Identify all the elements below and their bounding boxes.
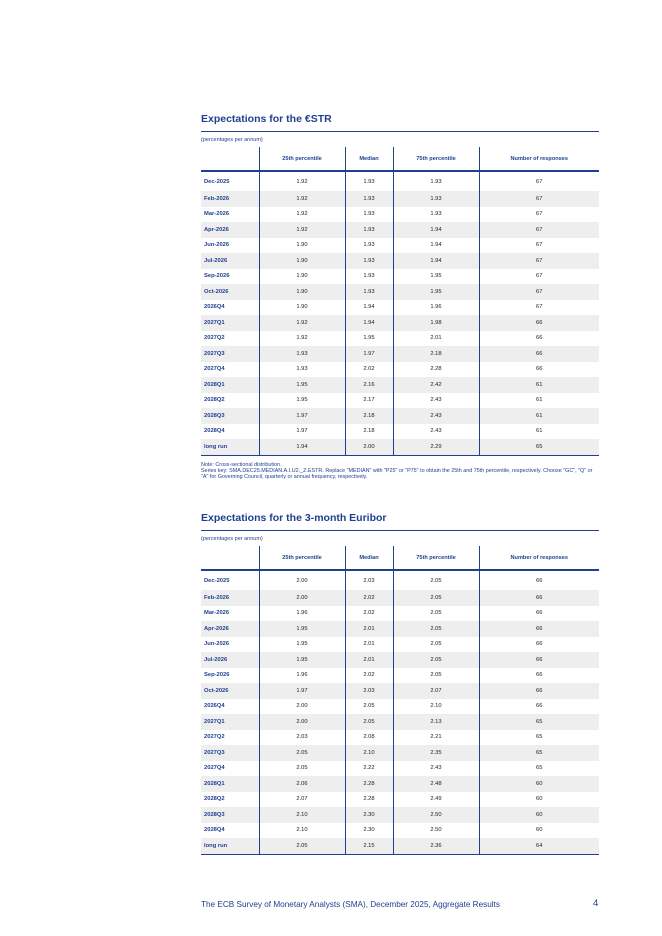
table-row <box>201 393 599 409</box>
row-label: 2028Q1 <box>201 776 259 792</box>
p25-cell: 1.97 <box>259 683 345 699</box>
median-cell: 2.28 <box>345 776 393 792</box>
estr-units: (percentages per annum) <box>201 137 263 143</box>
p75-header: 75th percentile <box>393 546 479 570</box>
responses-cell: 66 <box>479 590 599 606</box>
table-row <box>201 652 599 668</box>
table-row <box>201 668 599 684</box>
row-label: Feb-2026 <box>201 191 259 207</box>
responses-cell: 66 <box>479 606 599 622</box>
p25-cell: 1.92 <box>259 315 345 331</box>
table-row <box>201 714 599 730</box>
p25-cell: 2.10 <box>259 807 345 823</box>
median-cell: 2.18 <box>345 424 393 440</box>
row-label: Jul-2026 <box>201 652 259 668</box>
responses-header: Number of responses <box>479 147 599 171</box>
responses-cell: 67 <box>479 191 599 207</box>
p75-cell: 2.05 <box>393 606 479 622</box>
p75-cell: 2.05 <box>393 637 479 653</box>
table-row <box>201 424 599 440</box>
row-label: 2027Q1 <box>201 714 259 730</box>
p75-cell: 2.42 <box>393 377 479 393</box>
estr-note <box>201 462 599 481</box>
p25-cell: 1.92 <box>259 222 345 238</box>
p75-cell: 2.43 <box>393 393 479 409</box>
row-label: 2027Q2 <box>204 734 225 741</box>
row-label: Apr-2026 <box>201 621 259 637</box>
table-row <box>201 362 599 378</box>
table-row <box>201 207 599 223</box>
responses-cell: 67 <box>479 222 599 238</box>
table-row <box>201 730 599 746</box>
euribor-table <box>201 546 599 855</box>
p75-cell: 2.05 <box>393 590 479 606</box>
p75-cell: 2.01 <box>393 331 479 347</box>
median-cell: 2.10 <box>345 745 393 761</box>
row-label: 2027Q3 <box>201 745 259 761</box>
row-label: 2027Q1 <box>201 315 259 331</box>
table-row <box>201 346 599 362</box>
responses-cell: 65 <box>479 761 599 777</box>
responses-cell: 65 <box>479 730 599 746</box>
footer-text: The ECB Survey of Monetary Analysts (SMA), December 2025, Aggregate Results <box>201 900 500 909</box>
responses-cell: 60 <box>479 792 599 808</box>
row-label: 2028Q4 <box>204 428 225 435</box>
table-row <box>201 807 599 823</box>
table-row <box>201 439 599 455</box>
row-label: Oct-2026 <box>201 284 259 300</box>
p75-cell: 1.98 <box>393 315 479 331</box>
median-cell: 2.17 <box>345 393 393 409</box>
responses-cell: 66 <box>479 637 599 653</box>
row-label: long run <box>201 439 259 455</box>
p25-cell: 1.92 <box>259 191 345 207</box>
table-row <box>201 269 599 285</box>
euribor-table-body <box>201 570 599 854</box>
p25-cell: 2.00 <box>259 699 345 715</box>
p25-cell: 1.97 <box>259 424 345 440</box>
p75-cell: 2.07 <box>393 683 479 699</box>
table-row <box>201 745 599 761</box>
p75-cell: 2.35 <box>393 745 479 761</box>
p25-cell: 1.94 <box>259 439 345 455</box>
median-cell: 2.01 <box>345 637 393 653</box>
p25-cell: 2.07 <box>259 792 345 808</box>
table-row <box>201 331 599 347</box>
row-label: Apr-2026 <box>201 222 259 238</box>
median-cell: 2.02 <box>345 668 393 684</box>
p25-cell: 2.03 <box>259 730 345 746</box>
row-label: 2028Q1 <box>201 377 259 393</box>
table-row <box>201 570 599 590</box>
table-row <box>201 238 599 254</box>
p25-cell: 2.05 <box>259 745 345 761</box>
table-row <box>201 838 599 854</box>
p25-cell: 2.06 <box>259 776 345 792</box>
responses-cell: 66 <box>479 315 599 331</box>
row-label: 2027Q4 <box>204 366 225 373</box>
p75-cell: 1.95 <box>393 284 479 300</box>
row-label: 2028Q4 <box>204 827 225 834</box>
p25-cell: 2.10 <box>259 823 345 839</box>
median-cell: 2.03 <box>345 683 393 699</box>
table-row <box>201 621 599 637</box>
p25-cell: 1.95 <box>259 393 345 409</box>
p25-cell: 1.92 <box>259 171 345 191</box>
responses-cell: 64 <box>479 838 599 854</box>
p25-cell: 1.90 <box>259 284 345 300</box>
euribor-section <box>201 512 599 855</box>
row-label: Dec-2025 <box>204 178 230 185</box>
p75-cell: 2.05 <box>393 668 479 684</box>
p25-cell: 1.97 <box>259 408 345 424</box>
table-row <box>201 284 599 300</box>
p25-cell: 1.93 <box>259 362 345 378</box>
responses-cell: 66 <box>479 683 599 699</box>
median-cell: 1.97 <box>345 346 393 362</box>
responses-cell: 66 <box>479 621 599 637</box>
p75-cell: 2.28 <box>393 362 479 378</box>
p25-cell: 1.95 <box>259 637 345 653</box>
row-label: Oct-2026 <box>201 683 259 699</box>
row-label: 2027Q3 <box>201 346 259 362</box>
median-cell: 1.94 <box>345 300 393 316</box>
row-label: 2028Q2 <box>204 397 225 404</box>
row-label: 2026Q4 <box>204 703 225 710</box>
median-cell: 2.02 <box>345 606 393 622</box>
p75-cell: 1.93 <box>393 191 479 207</box>
p75-cell: 1.93 <box>393 207 479 223</box>
responses-cell: 60 <box>479 776 599 792</box>
responses-cell: 60 <box>479 823 599 839</box>
p75-cell: 2.05 <box>393 570 479 590</box>
responses-cell: 67 <box>479 207 599 223</box>
p25-cell: 1.90 <box>259 253 345 269</box>
median-cell: 2.30 <box>345 807 393 823</box>
page-number: 4 <box>593 898 599 909</box>
estr-table <box>201 147 599 456</box>
p75-cell: 1.94 <box>393 238 479 254</box>
p75-cell: 1.94 <box>393 222 479 238</box>
p25-cell: 2.00 <box>259 714 345 730</box>
p25-cell: 1.93 <box>259 346 345 362</box>
median-cell: 2.05 <box>345 714 393 730</box>
median-cell: 2.22 <box>345 761 393 777</box>
p75-cell: 1.94 <box>393 253 479 269</box>
row-label: 2027Q4 <box>204 765 225 772</box>
p75-cell: 2.29 <box>393 439 479 455</box>
median-cell: 2.08 <box>345 730 393 746</box>
euribor-header-row <box>201 546 599 570</box>
estr-section <box>201 113 599 480</box>
row-label-header <box>201 147 259 171</box>
table-row <box>201 761 599 777</box>
responses-cell: 67 <box>479 253 599 269</box>
p75-cell: 1.95 <box>393 269 479 285</box>
p75-cell: 2.18 <box>393 346 479 362</box>
table-row <box>201 253 599 269</box>
p75-cell: 2.50 <box>393 807 479 823</box>
euribor-units: (percentages per annum) <box>201 536 263 542</box>
row-label: Jun-2026 <box>204 641 230 648</box>
row-label-header <box>201 546 259 570</box>
median-cell: 2.28 <box>345 792 393 808</box>
euribor-title: Expectations for the 3-month Euribor <box>201 512 387 524</box>
responses-cell: 66 <box>479 362 599 378</box>
table-row <box>201 606 599 622</box>
median-cell: 2.01 <box>345 621 393 637</box>
table-row <box>201 637 599 653</box>
p25-cell: 1.90 <box>259 238 345 254</box>
responses-cell: 61 <box>479 424 599 440</box>
median-cell: 1.93 <box>345 269 393 285</box>
table-row <box>201 315 599 331</box>
p75-cell: 2.13 <box>393 714 479 730</box>
table-row <box>201 300 599 316</box>
p25-cell: 2.05 <box>259 838 345 854</box>
p25-cell: 1.90 <box>259 269 345 285</box>
responses-cell: 60 <box>479 807 599 823</box>
p25-header: 25th percentile <box>259 546 345 570</box>
responses-cell: 67 <box>479 284 599 300</box>
p25-cell: 1.92 <box>259 207 345 223</box>
p25-cell: 2.00 <box>259 590 345 606</box>
p75-cell: 2.21 <box>393 730 479 746</box>
responses-cell: 67 <box>479 300 599 316</box>
responses-cell: 66 <box>479 331 599 347</box>
p75-cell: 2.10 <box>393 699 479 715</box>
p25-cell: 1.95 <box>259 377 345 393</box>
row-label: Jun-2026 <box>204 242 230 249</box>
table-row <box>201 171 599 191</box>
median-cell: 1.93 <box>345 253 393 269</box>
table-row <box>201 222 599 238</box>
row-label: 2028Q3 <box>201 807 259 823</box>
p75-cell: 2.50 <box>393 823 479 839</box>
responses-cell: 67 <box>479 171 599 191</box>
p75-cell: 2.05 <box>393 652 479 668</box>
median-cell: 1.93 <box>345 284 393 300</box>
median-cell: 2.00 <box>345 439 393 455</box>
responses-cell: 66 <box>479 570 599 590</box>
median-cell: 1.94 <box>345 315 393 331</box>
median-cell: 2.15 <box>345 838 393 854</box>
row-label: Jul-2026 <box>201 253 259 269</box>
p25-cell: 1.95 <box>259 652 345 668</box>
responses-cell: 65 <box>479 714 599 730</box>
row-label: 2026Q4 <box>204 304 225 311</box>
p75-cell: 2.49 <box>393 792 479 808</box>
p25-header: 25th percentile <box>259 147 345 171</box>
p75-cell: 2.43 <box>393 761 479 777</box>
row-label: 2028Q2 <box>204 796 225 803</box>
row-label: Mar-2026 <box>204 211 230 218</box>
median-cell: 1.95 <box>345 331 393 347</box>
row-label: 2027Q2 <box>204 335 225 342</box>
p25-cell: 2.00 <box>259 570 345 590</box>
table-row <box>201 590 599 606</box>
median-cell: 2.05 <box>345 699 393 715</box>
median-cell: 1.93 <box>345 191 393 207</box>
row-label: Sep-2026 <box>204 672 230 679</box>
table-row <box>201 191 599 207</box>
p75-cell: 1.93 <box>393 171 479 191</box>
median-cell: 1.93 <box>345 222 393 238</box>
p75-cell: 1.96 <box>393 300 479 316</box>
p75-cell: 2.05 <box>393 621 479 637</box>
row-label: Dec-2025 <box>204 577 230 584</box>
responses-header: Number of responses <box>479 546 599 570</box>
median-cell: 2.03 <box>345 570 393 590</box>
p25-cell: 2.05 <box>259 761 345 777</box>
note-line-1: Note: Cross-sectional distribution. <box>201 461 282 468</box>
note-line-2: Series key: SMA.DEC25.MEDIAN.A.I.U2._Z.ESTR. Replace "MEDIAN" with "P25" or "P75" to obtain the 25th and 75th percentile, respectively. Choose "GC", "Q" or "A" for Governing Council, quarterly or annual frequency, respectively. <box>201 467 593 481</box>
p25-cell: 1.96 <box>259 668 345 684</box>
responses-cell: 67 <box>479 269 599 285</box>
row-label: long run <box>201 838 259 854</box>
table-row <box>201 792 599 808</box>
table-row <box>201 377 599 393</box>
p75-cell: 2.43 <box>393 424 479 440</box>
table-row <box>201 699 599 715</box>
median-cell: 2.16 <box>345 377 393 393</box>
responses-cell: 65 <box>479 439 599 455</box>
row-label: Mar-2026 <box>204 610 230 617</box>
estr-header-row <box>201 147 599 171</box>
euribor-title-rule <box>201 530 599 531</box>
table-row <box>201 408 599 424</box>
p75-cell: 2.43 <box>393 408 479 424</box>
row-label: 2028Q3 <box>201 408 259 424</box>
median-cell: 2.02 <box>345 362 393 378</box>
p25-cell: 1.95 <box>259 621 345 637</box>
median-cell: 2.30 <box>345 823 393 839</box>
median-cell: 1.93 <box>345 207 393 223</box>
p25-cell: 1.92 <box>259 331 345 347</box>
table-row <box>201 823 599 839</box>
row-label: Feb-2026 <box>201 590 259 606</box>
responses-cell: 66 <box>479 346 599 362</box>
responses-cell: 66 <box>479 668 599 684</box>
estr-title: Expectations for the €STR <box>201 113 332 125</box>
table-row <box>201 776 599 792</box>
median-cell: 1.93 <box>345 171 393 191</box>
p75-header: 75th percentile <box>393 147 479 171</box>
table-row <box>201 683 599 699</box>
responses-cell: 65 <box>479 745 599 761</box>
median-header: Median <box>345 546 393 570</box>
median-cell: 1.93 <box>345 238 393 254</box>
p25-cell: 1.96 <box>259 606 345 622</box>
median-cell: 2.02 <box>345 590 393 606</box>
row-label: Sep-2026 <box>204 273 230 280</box>
responses-cell: 61 <box>479 408 599 424</box>
responses-cell: 61 <box>479 393 599 409</box>
responses-cell: 67 <box>479 238 599 254</box>
estr-title-rule <box>201 131 599 132</box>
median-header: Median <box>345 147 393 171</box>
estr-table-body <box>201 171 599 455</box>
p75-cell: 2.48 <box>393 776 479 792</box>
p25-cell: 1.90 <box>259 300 345 316</box>
responses-cell: 66 <box>479 652 599 668</box>
responses-cell: 61 <box>479 377 599 393</box>
median-cell: 2.01 <box>345 652 393 668</box>
median-cell: 2.18 <box>345 408 393 424</box>
responses-cell: 66 <box>479 699 599 715</box>
p75-cell: 2.36 <box>393 838 479 854</box>
